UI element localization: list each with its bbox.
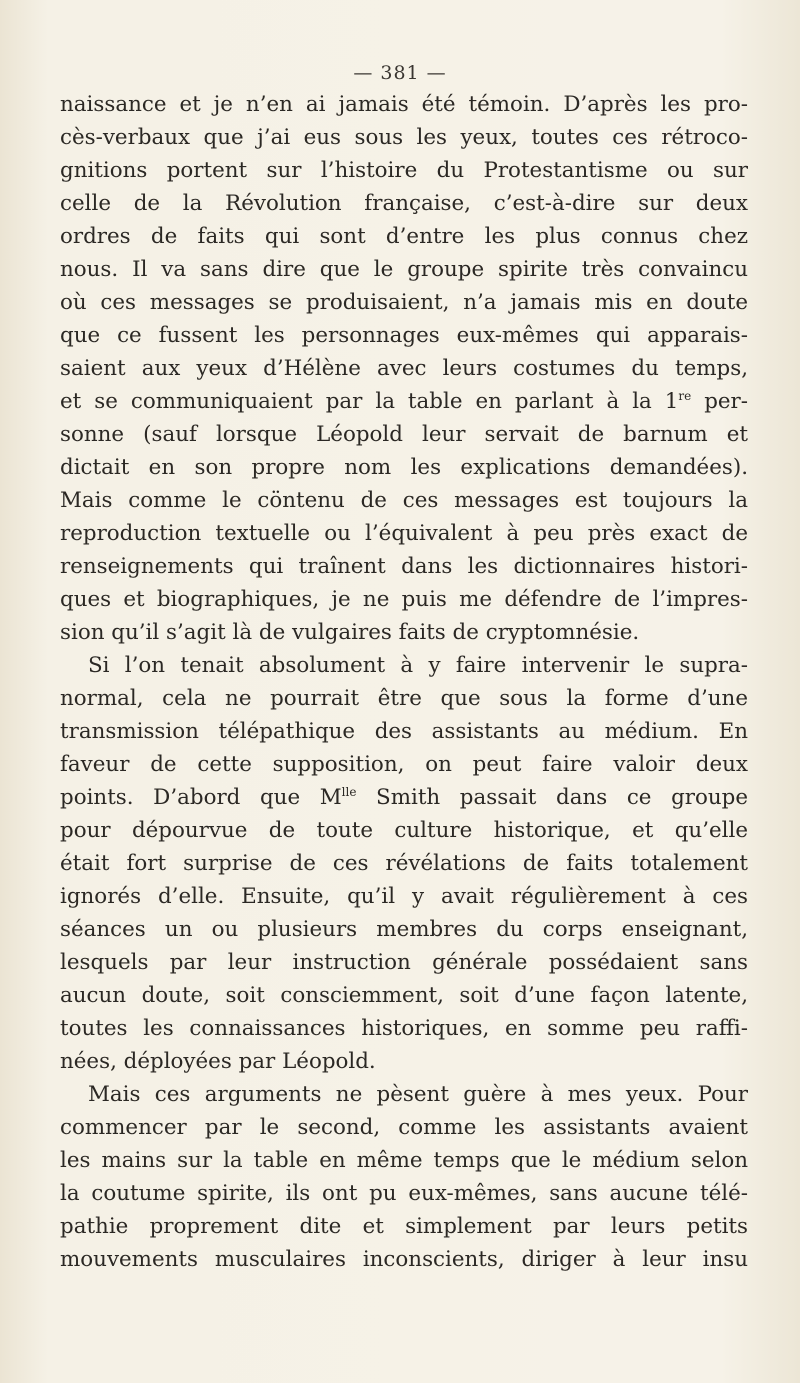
text-segment: Smith passait dans ce groupe (356, 785, 748, 810)
text-line: normal, cela ne pourrait être que sous la forme d’une (60, 686, 748, 711)
text-line: Mais ces arguments ne pèsent guère à mes yeux. Pour (88, 1082, 748, 1107)
text-line: les mains sur la table en même temps que le médium selon (60, 1148, 748, 1173)
text-line: faveur de cette supposition, on peut faire valoir deux (60, 752, 748, 777)
text-line: saient aux yeux d’Hélène avec leurs costumes du temps, (60, 356, 748, 381)
text-line (60, 781, 748, 814)
text-line: nées, déployées par Léopold. (60, 1049, 376, 1074)
body-text (60, 88, 748, 1276)
text-line: aucun doute, soit consciemment, soit d’une façon latente, (60, 983, 748, 1008)
text-line: que ce fussent les personnages eux-mêmes qui apparais- (60, 323, 748, 348)
text-segment: et se communiquaient par la table en parlant à la 1 (60, 389, 679, 414)
text-line: ordres de faits qui sont d’entre les plus connus chez (60, 224, 748, 249)
text-line: ques et biographiques, je ne puis me défendre de l’impres- (60, 587, 748, 612)
text-line: ignorés d’elle. Ensuite, qu’il y avait régulièrement à ces (60, 884, 748, 909)
text-line: commencer par le second, comme les assistants avaient (60, 1115, 748, 1140)
text-line: pour dépourvue de toute culture historique, et qu’elle (60, 818, 748, 843)
text-line: sion qu’il s’agit là de vulgaires faits de cryptomnésie. (60, 620, 640, 645)
text-line: était fort surprise de ces révélations de faits totalement (60, 851, 748, 876)
text-line: pathie proprement dite et simplement par leurs petits (60, 1214, 748, 1239)
text-line: lesquels par leur instruction générale possédaient sans (60, 950, 748, 975)
text-segment: points. D’abord que M (60, 785, 342, 810)
text-line: dictait en son propre nom les explications demandées). (60, 455, 748, 480)
text-line: reproduction textuelle ou l’équivalent à peu près exact de (60, 521, 748, 546)
text-line: où ces messages se produisaient, n’a jamais mis en doute (60, 290, 748, 315)
text-line: la coutume spirite, ils ont pu eux-mêmes, sans aucune télé- (60, 1181, 748, 1206)
text-line: gnitions portent sur l’histoire du Protestantisme ou sur (60, 158, 748, 183)
text-line: nous. Il va sans dire que le groupe spirite très convaincu (60, 257, 748, 282)
text-line: mouvements musculaires inconscients, diriger à leur insu (60, 1247, 748, 1272)
superscript: lle (341, 785, 357, 799)
text-line: celle de la Révolution française, c’est-à-dire sur deux (60, 191, 748, 216)
text-line: renseignements qui traînent dans les dictionnaires histori- (60, 554, 748, 579)
text-line (60, 385, 748, 418)
text-line: naissance et je n’en ai jamais été témoin. D’après les pro- (60, 92, 748, 117)
text-line: séances un ou plusieurs membres du corps enseignant, (60, 917, 748, 942)
text-line: Mais comme le cöntenu de ces messages est toujours la (60, 488, 748, 513)
text-line: toutes les connaissances historiques, en somme peu raffi- (60, 1016, 748, 1041)
text-segment: per- (691, 389, 748, 414)
text-line: Si l’on tenait absolument à y faire intervenir le supra- (88, 653, 748, 678)
text-line: transmission télépathique des assistants au médium. En (60, 719, 748, 744)
text-line: cès-verbaux que j’ai eus sous les yeux, toutes ces rétroco- (60, 125, 748, 150)
running-head-page-number: — 381 — (353, 62, 447, 84)
superscript: re (678, 389, 692, 403)
text-line: sonne (sauf lorsque Léopold leur servait de barnum et (60, 422, 748, 447)
